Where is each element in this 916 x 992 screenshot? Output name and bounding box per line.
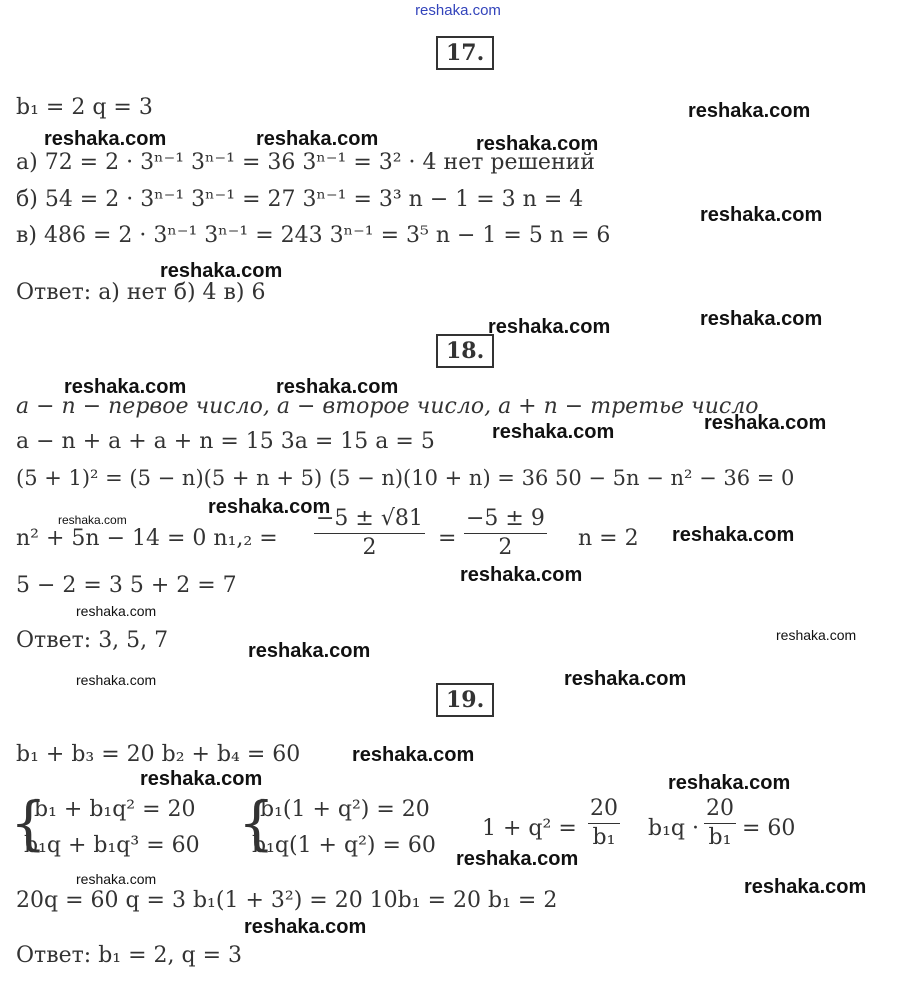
p17-answer: Ответ: а) нет б) 4 в) 6 bbox=[16, 280, 266, 305]
p17-part-a: а) 72 = 2 · 3ⁿ⁻¹ 3ⁿ⁻¹ = 36 3ⁿ⁻¹ = 3² · 4 нет решений bbox=[16, 150, 595, 175]
p18-line4-right: n = 2 bbox=[578, 526, 639, 551]
top-watermark[interactable]: reshaka.com bbox=[415, 2, 501, 19]
problem-17-number: 17. bbox=[436, 36, 494, 70]
p18-fraction-2 bbox=[464, 505, 547, 562]
watermark: reshaka.com bbox=[688, 100, 811, 122]
watermark: reshaka.com bbox=[776, 627, 857, 643]
p19-fraction-4 bbox=[704, 795, 736, 852]
p17-given: b₁ = 2 q = 3 bbox=[16, 95, 153, 120]
watermark: reshaka.com bbox=[700, 204, 823, 226]
watermark: reshaka.com bbox=[352, 744, 475, 766]
watermark: reshaka.com bbox=[276, 376, 399, 398]
p18-fraction-1 bbox=[314, 505, 425, 562]
p19-line3: 20q = 60 q = 3 b₁(1 + 3²) = 20 10b₁ = 20 b₁ = 2 bbox=[16, 888, 558, 913]
watermark: reshaka.com bbox=[744, 876, 867, 898]
watermark: reshaka.com bbox=[208, 496, 331, 518]
watermark: reshaka.com bbox=[668, 772, 791, 794]
watermark: reshaka.com bbox=[160, 260, 283, 282]
watermark: reshaka.com bbox=[244, 916, 367, 938]
p19-system2-eq1: b₁(1 + q²) = 20 bbox=[260, 797, 430, 822]
watermark: reshaka.com bbox=[704, 412, 827, 434]
watermark: reshaka.com bbox=[672, 524, 795, 546]
watermark: reshaka.com bbox=[76, 871, 157, 887]
p18-line1: a − n − первое число, a − второе число, a + n − третье число bbox=[16, 394, 759, 419]
p19-line1: b₁ + b₃ = 20 b₂ + b₄ = 60 bbox=[16, 742, 301, 767]
p18-line4-left: n² + 5n − 14 = 0 n₁,₂ = bbox=[16, 526, 278, 551]
watermark: reshaka.com bbox=[44, 128, 167, 150]
p19-brace-2: { bbox=[238, 789, 275, 857]
p18-frac2-numerator: −5 ± 9 bbox=[464, 505, 547, 534]
p18-frac1-denominator: 2 bbox=[362, 535, 377, 560]
p18-line2: a − n + a + a + n = 15 3a = 15 a = 5 bbox=[16, 429, 435, 454]
p19-fraction-3 bbox=[588, 795, 620, 852]
p17-part-b: б) 54 = 2 · 3ⁿ⁻¹ 3ⁿ⁻¹ = 27 3ⁿ⁻¹ = 3³ n − 1 = 3 n = 4 bbox=[16, 187, 584, 212]
p19-answer: Ответ: b₁ = 2, q = 3 bbox=[16, 943, 242, 968]
p18-frac2-denominator: 2 bbox=[498, 535, 513, 560]
watermark: reshaka.com bbox=[460, 564, 583, 586]
p18-line5: 5 − 2 = 3 5 + 2 = 7 bbox=[16, 573, 237, 598]
p18-answer: Ответ: 3, 5, 7 bbox=[16, 628, 169, 653]
watermark: reshaka.com bbox=[700, 308, 823, 330]
p18-frac1-numerator: −5 ± √81 bbox=[314, 505, 425, 534]
watermark: reshaka.com bbox=[488, 316, 611, 338]
p19-system1-eq1: b₁ + b₁q² = 20 bbox=[34, 797, 196, 822]
p19-frac3-numerator: 20 bbox=[588, 795, 620, 824]
p19-frac4-denominator: b₁ bbox=[708, 825, 732, 850]
watermark: reshaka.com bbox=[76, 603, 157, 619]
watermark: reshaka.com bbox=[64, 376, 187, 398]
p18-line3: (5 + 1)² = (5 − n)(5 + n + 5) (5 − n)(10 + n) = 36 50 − 5n − n² − 36 = 0 bbox=[16, 466, 795, 490]
p19-frac3-denominator: b₁ bbox=[592, 825, 616, 850]
watermark: reshaka.com bbox=[492, 421, 615, 443]
p19-eq4-right: = 60 bbox=[742, 816, 796, 841]
watermark: reshaka.com bbox=[76, 672, 157, 688]
p19-system1-eq2: b₁q + b₁q³ = 60 bbox=[24, 833, 200, 858]
p19-brace-1: { bbox=[10, 789, 47, 857]
p18-equals: = bbox=[438, 526, 457, 551]
watermark: reshaka.com bbox=[476, 133, 599, 155]
watermark: reshaka.com bbox=[58, 513, 127, 527]
p17-part-c: в) 486 = 2 · 3ⁿ⁻¹ 3ⁿ⁻¹ = 243 3ⁿ⁻¹ = 3⁵ n − 1 = 5 n = 6 bbox=[16, 223, 611, 248]
watermark: reshaka.com bbox=[140, 768, 263, 790]
p19-frac4-numerator: 20 bbox=[704, 795, 736, 824]
watermark: reshaka.com bbox=[248, 640, 371, 662]
problem-19-number: 19. bbox=[436, 683, 494, 717]
watermark: reshaka.com bbox=[456, 848, 579, 870]
watermark: reshaka.com bbox=[256, 128, 379, 150]
p19-eq3-left: 1 + q² = bbox=[482, 816, 577, 841]
p19-eq4-left: b₁q · bbox=[648, 816, 699, 841]
p19-system2-eq2: b₁q(1 + q²) = 60 bbox=[252, 833, 436, 858]
watermark: reshaka.com bbox=[564, 668, 687, 690]
problem-18-number: 18. bbox=[436, 334, 494, 368]
